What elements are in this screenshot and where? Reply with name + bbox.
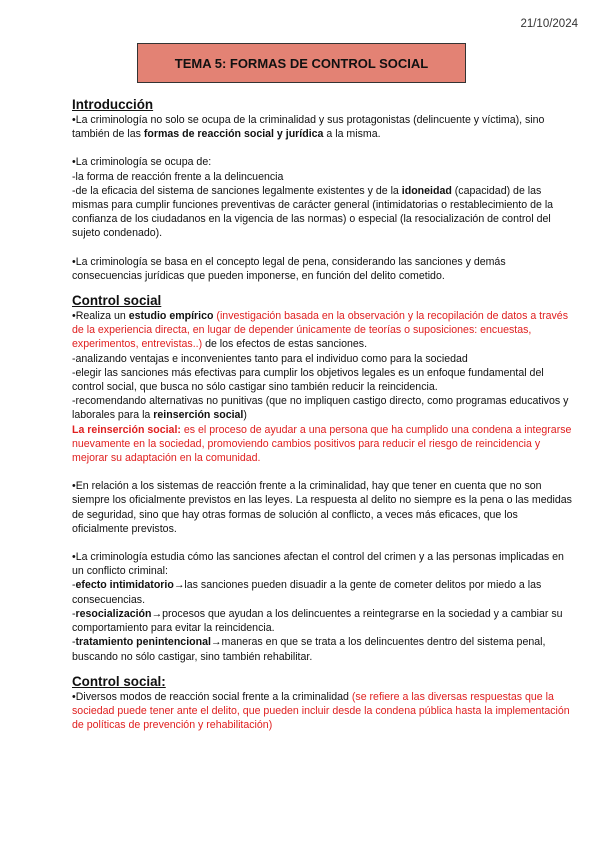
page-title-box (137, 43, 466, 83)
list-item-tratamiento: -tratamiento penintencional→maneras en que se trata a los delincuentes dentro del sistema penal, buscando no sólo castigar, sino también rehabilitar. (72, 636, 546, 663)
intro-paragraph-2-line2: -de la eficacia del sistema de sanciones legalmente existentes y de la idoneidad (capacidad) de las mismas para cumplir funciones preventivas de carácter general (intimidatorias o restablecimiento de la confianza de los ciudadanos en la vigencia de las normas) o especial (la resocialización de control del sujeto condenado). (72, 184, 554, 240)
control-line-elegir: -elegir las sanciones más efectivas para cumplir los objetivos legales es un enfoque fundamental del control social, que busca no sólo castigar sino también reducir la reincidencia. (72, 366, 544, 394)
heading-control-social-2: Control social: (72, 673, 166, 689)
list-item-resocializacion: -resocialización→procesos que ayudan a los delincuentes a reintegrarse en la sociedad y a cambiar su comportamiento para evitar la reincidencia. (72, 607, 563, 635)
intro-paragraph-2-intro: •La criminología se ocupa de: (72, 156, 212, 169)
heading-control-social: Control social (72, 293, 162, 309)
control-line-analizando: -analizando ventajas e inconvenientes tanto para el individuo como para la sociedad (72, 352, 468, 365)
document-body (72, 97, 572, 732)
control2-paragraph-1: •Diversos modos de reacción social frente a la criminalidad (se refiere a las diversas respuestas que la sociedad puede tener ante el delito, que pueden incluir desde la condena pública hasta la implementación de políticas de prevención y rehabilitación) (72, 690, 570, 732)
list-item-efecto: -efecto intimidatorio→las sanciones pueden disuadir a la gente de cometer delitos por miedo a las consecuencias. (72, 579, 542, 606)
reinsercion-definition: La reinserción social: es el proceso de ayudar a una persona que ha cumplido una condena a integrarse nuevamente en la sociedad, promoviendo cambios positivos para reducir el riesgo de reincidencia y mejorar su adaptación en la comunidad. (72, 423, 572, 465)
intro-paragraph-2-line1: -la forma de reacción frente a la delincuencia (72, 170, 284, 183)
heading-introduccion: Introducción (72, 97, 154, 112)
control-paragraph-3-intro: •La criminología estudia cómo las sanciones afectan el control del crimen y a las personas implicadas en un conflicto criminal: (72, 551, 564, 578)
date: 21/10/2024 (520, 18, 578, 30)
control-line-recomendando: -recomendando alternativas no punitivas (que no impliquen castigo directo, como programas educativos y laborales para la reinserción social) (72, 395, 569, 422)
intro-paragraph-1: •La criminología no solo se ocupa de la criminalidad y sus protagonistas (delincuente y víctima), sino también de las formas de reacción social y jurídica a la misma. (72, 114, 545, 141)
control-paragraph-1: •Realiza un estudio empírico (investigación basada en la observación y la recopilación de datos a través de la experiencia directa, en lugar de depender únicamente de teorías o suposiciones: encuestas, experimentos, entrevistas..) de los efectos de estas sanciones. (72, 310, 568, 351)
control-paragraph-2: •En relación a los sistemas de reacción frente a la criminalidad, hay que tener en cuenta que no son siempre los oficialmente previstos en las leyes. La respuesta al delito no siempre es la pena o las medidas de seguridad, sino que hay otras formas de solución al conflicto, a veces más eficaces, que los oficialmente previstos. (72, 480, 572, 535)
page-title: TEMA 5: FORMAS DE CONTROL SOCIAL (174, 55, 429, 71)
intro-paragraph-3: •La criminología se basa en el concepto legal de pena, considerando las sanciones y demás consecuencias jurídicas que pueden imponerse, en función del delito cometido. (72, 255, 506, 282)
